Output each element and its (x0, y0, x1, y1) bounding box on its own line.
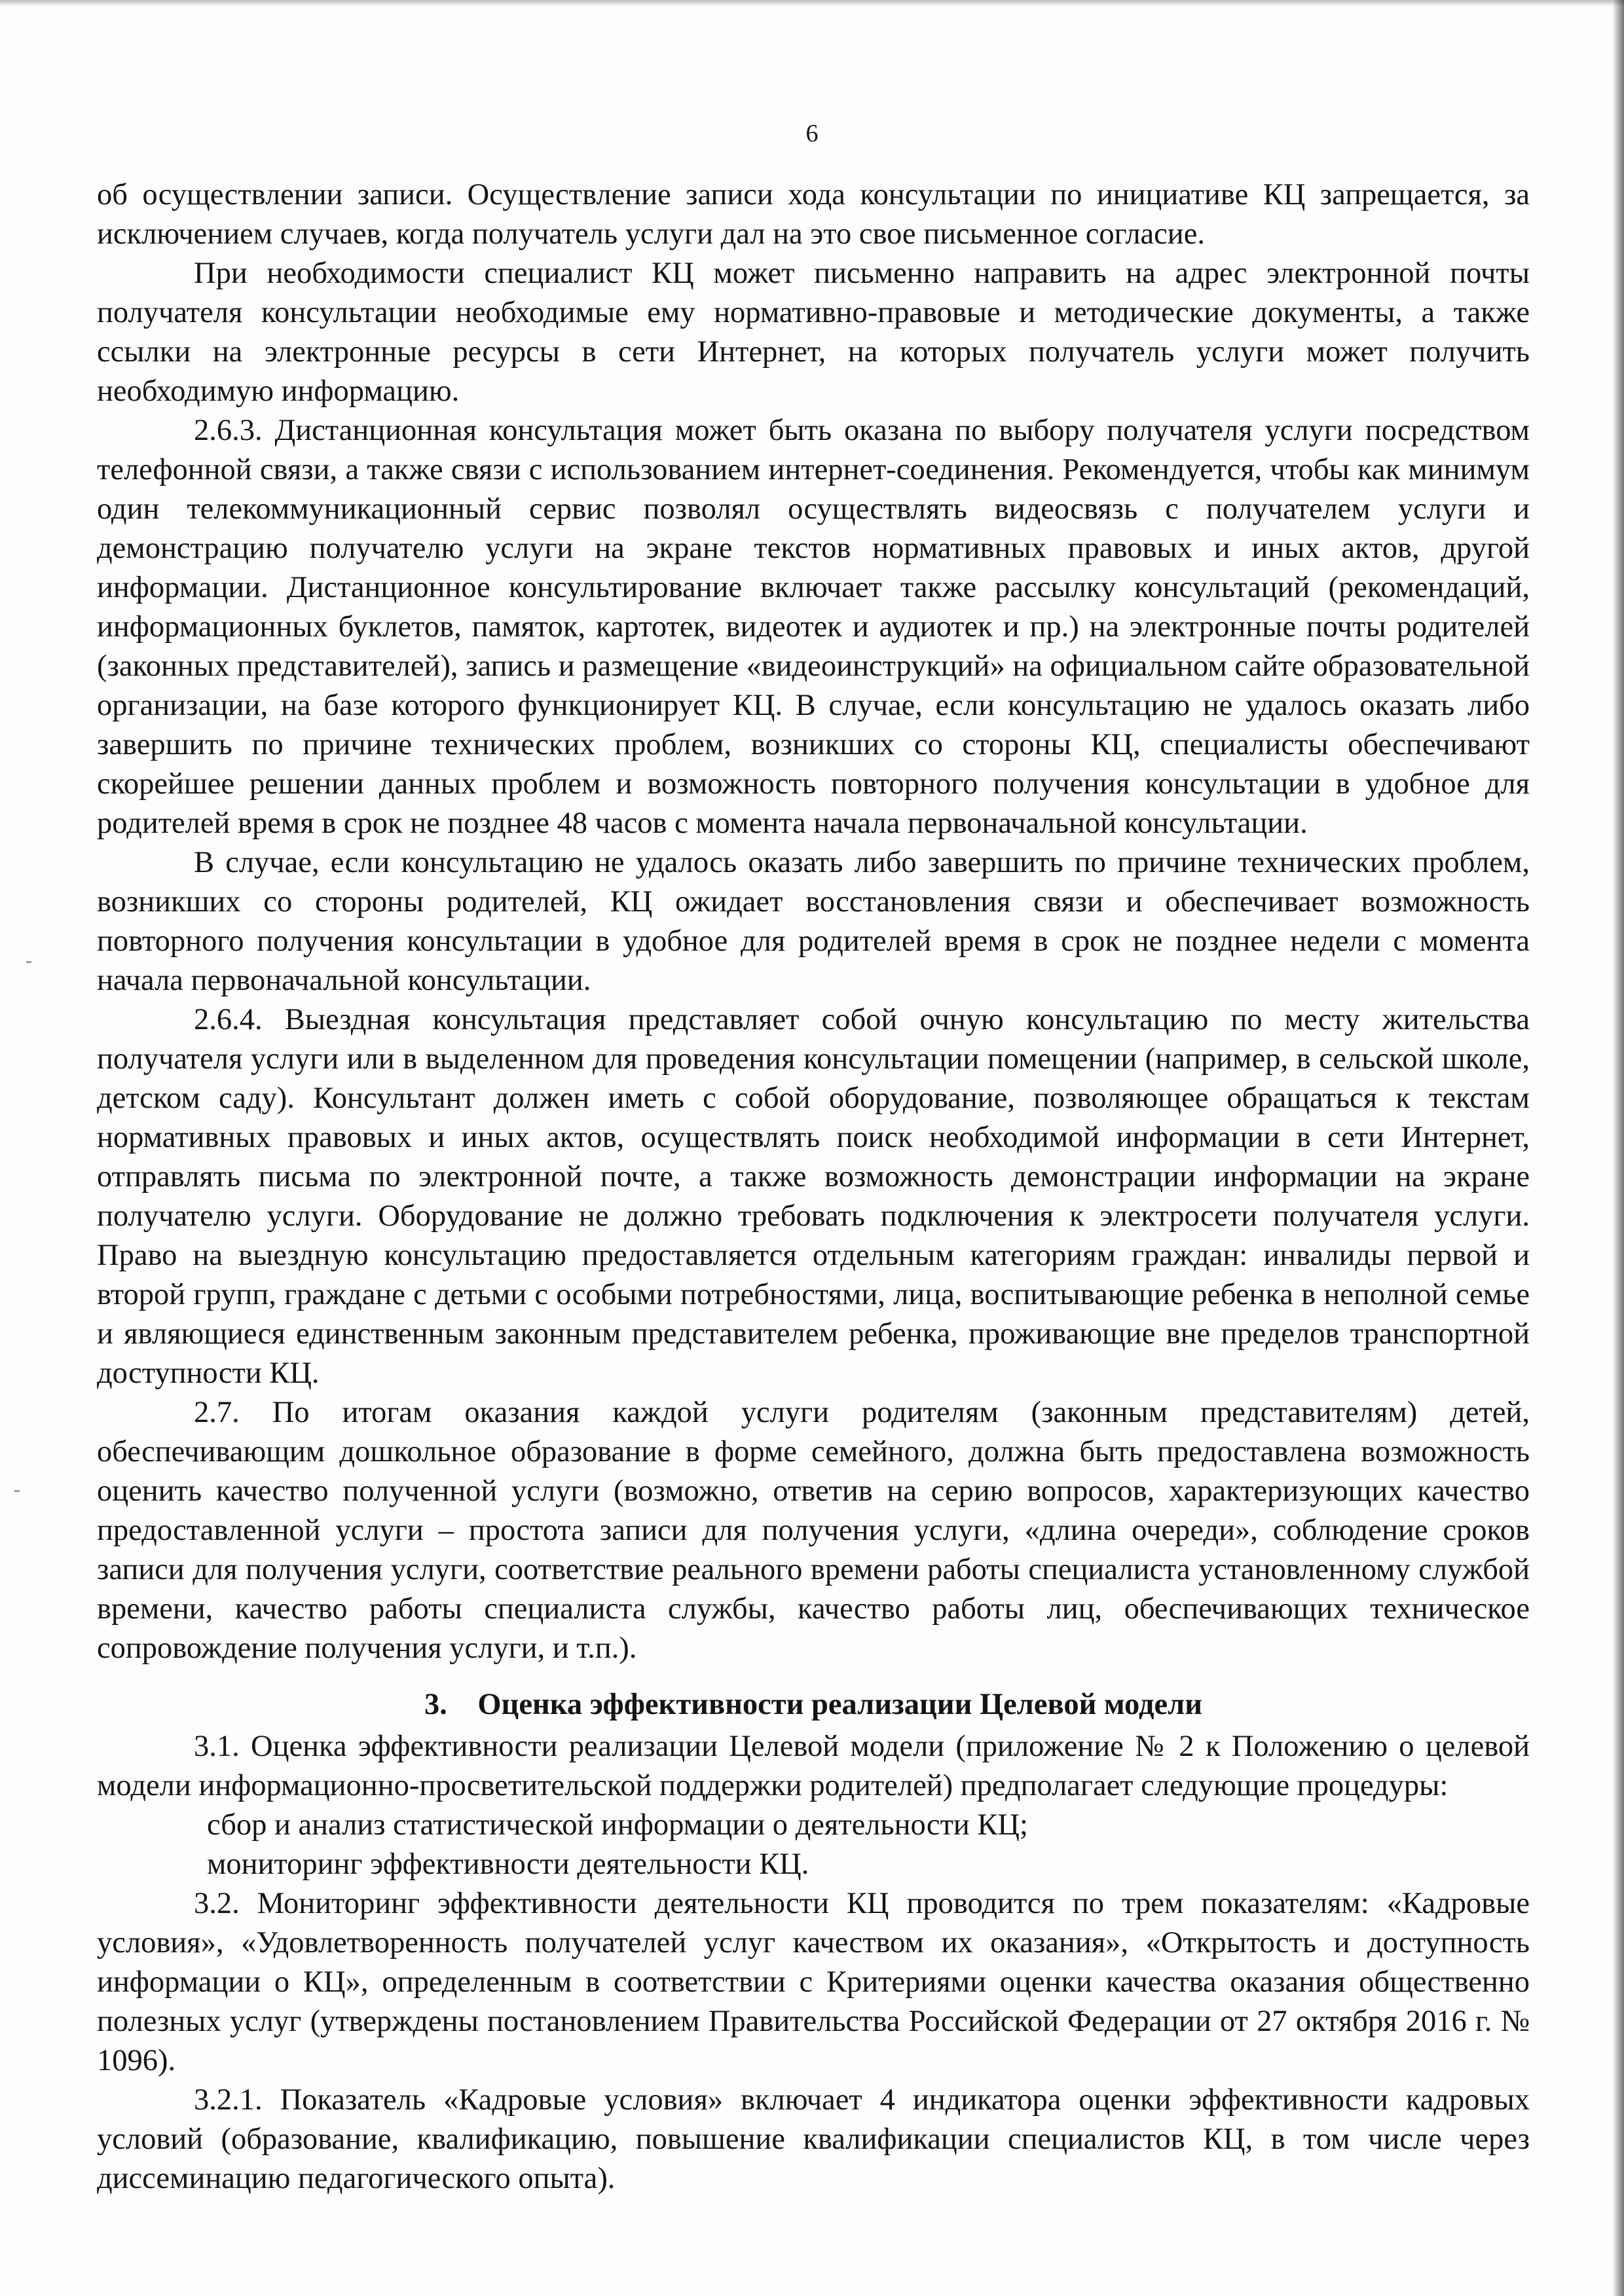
paragraph-2-6-4: 2.6.4. Выездная консультация представляет собой очную консультацию по месту жительства получателя услуги или в выделенном для проведения консультации помещении (например, в сельской школе, детском саду). Консультант должен иметь с собой оборудование, позволяющее обращаться к текстам нормативных правовых и иных актов, осуществлять поиск необходимой информации в сети Интернет, отправлять письма по электронной почте, а также возможность демонстрации информации на экране получателю услуги. Оборудование не должно требовать подключения к электросети получателя услуги. Право на выездную консультацию предоставляется отдельным категориям граждан: инвалиды первой и второй групп, граждане с детьми с особыми потребностями, лица, воспитывающие ребенка в неполной семье и являющиеся единственным законным представителем ребенка, проживающие вне пределов транспортной доступности КЦ. (97, 1003, 1530, 1390)
document-body (97, 175, 1530, 2198)
paragraph-3-1: 3.1. Оценка эффективности реализации Целевой модели (приложение № 2 к Положению о целевой модели информационно-просветительской поддержки родителей) предполагает следующие процедуры: (97, 1730, 1530, 1802)
paragraph-2-6-3: 2.6.3. Дистанционная консультация может быть оказана по выбору получателя услуги посредством телефонной связи, а также связи с использованием интернет-соединения. Рекомендуется, чтобы как минимум один телекоммуникационный сервис позволял осуществлять видеосвязь с получателем услуги и демонстрацию получателю услуги на экране текстов нормативных правовых и иных актов, другой информации. Дистанционное консультирование включает также рассылку консультаций (рекомендаций, информационных буклетов, памяток, картотек, видеотек и аудиотек и пр.) на электронные почты родителей (законных представителей), запись и размещение «видеоинструкций» на официальном сайте образовательной организации, на базе которого функционирует КЦ. В случае, если консультацию не удалось оказать либо завершить по причине технических проблем, возникших со стороны КЦ, специалисты обеспечивают скорейшее решении данных проблем и возможность повторного получения консультации в удобное для родителей время в срок не позднее 48 часов с момента начала первоначальной консультации. (97, 414, 1530, 840)
scan-top-shadow (0, 0, 1624, 7)
scan-edge-shadow (1612, 0, 1624, 2296)
list-item-monitoring: мониторинг эффективности деятельности КЦ. (207, 1848, 809, 1881)
paragraph-parent-technical-problems: В случае, если консультацию не удалось оказать либо завершить по причине технических проблем, возникших со стороны родителей, КЦ ожидает восстановления связи и обеспечивает возможность повторного получения консультации в удобное для родителей время в срок не позднее недели с момента начала первоначальной консультации. (97, 846, 1530, 997)
scan-mark (14, 1490, 20, 1492)
paragraph-continuation: об осуществлении записи. Осуществление записи хода консультации по инициативе КЦ запрещается, за исключением случаев, когда получатель услуги дал на это свое письменное согласие. (97, 178, 1530, 251)
page-number: 6 (805, 120, 819, 147)
paragraph-email-documents: При необходимости специалист КЦ может письменно направить на адрес электронной почты получателя консультации необходимые ему нормативно-правовые и методические документы, а также ссылки на электронные ресурсы в сети Интернет, на которых получатель услуги может получить необходимую информацию. (97, 257, 1530, 408)
paragraph-3-2: 3.2. Мониторинг эффективности деятельности КЦ проводится по трем показателям: «Кадровые условия», «Удовлетворенность получателей услуг качеством их оказания», «Открытость и доступность информации о КЦ», определенным в соответствии с Критериями оценки качества оказания общественно полезных услуг (утверждены постановлением Правительства Российской Федерации от 27 октября 2016 г. № 1096). (97, 1887, 1530, 2077)
paragraph-2-7: 2.7. По итогам оказания каждой услуги родителям (законным представителям) детей, обеспечивающим дошкольное образование в форме семейного, должна быть предоставлена возможность оценить качество полученной услуги (возможно, ответив на серию вопросов, характеризующих качество предоставленной услуги – простота записи для получения услуги, «длина очереди», соблюдение сроков записи для получения услуги, соответствие реального времени работы специалиста установленному службой времени, качество работы специалиста службы, качество работы лиц, обеспечивающих техническое сопровождение получения услуги, и т.п.). (97, 1396, 1530, 1665)
scan-mark (26, 961, 31, 963)
section-heading-3: 3. Оценка эффективности реализации Целевой модели (424, 1688, 1202, 1721)
list-item-statistics: сбор и анализ статистической информации о деятельности КЦ; (207, 1808, 1028, 1842)
paragraph-3-2-1: 3.2.1. Показатель «Кадровые условия» включает 4 индикатора оценки эффективности кадровых условий (образование, квалификацию, повышение квалификации специалистов КЦ, в том числе через диссеминацию педагогического опыта). (97, 2083, 1530, 2195)
